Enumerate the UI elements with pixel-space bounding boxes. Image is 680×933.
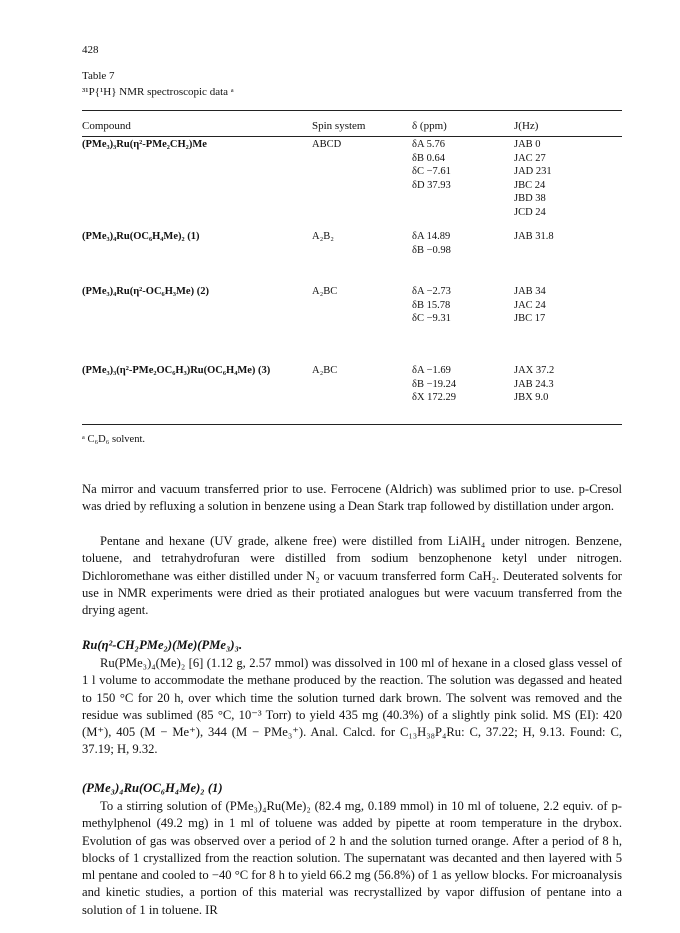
- paragraph-compound-1: To a stirring solution of (PMe₃)₄Ru(Me)₂ (82.4 mg, 0.189 mmol) in 10 ml of toluene, 2.2 equiv. of p-methylphenol (49.2 mg) in 1 ml of toluene was added by pipette at room temperature in the drybox. Evolution of gas was observed over a period of 2 h and the solution turned orange. After a period of 8 h, blocks of 1 crystallized from the reaction solution. The supernatant was decanted and then layered with 5 ml pentane and cooled to −40 °C for 8 h to yield 66.2 mg (56.8%) of 1 as yellow blocks. For microanalysis and kinetic studies, a portion of this material was recrystallized by vapor diffusion of pentane into a solution of 1 in toluene. IR: [82, 799, 622, 917]
- table-label: Table 7: [82, 70, 115, 82]
- row3-spin: A₂BC: [312, 286, 338, 297]
- section-heading-ru-complex: Ru(η²-CH₂PMe₂)(Me)(PMe₃)₃.: [82, 638, 243, 652]
- table-header-rule: [82, 136, 622, 137]
- row4-j: JAX 37.2 JAB 24.3 JBX 9.0: [514, 365, 555, 404]
- table-top-rule: [82, 110, 622, 111]
- section-heading-compound-1: (PMe₃)₄Ru(OC₆H₄Me)₂ (1): [82, 781, 223, 795]
- row1-compound: (PMe₃)₃Ru(η²-PMe₂CH₂)Me: [82, 139, 207, 150]
- header-compound: Compound: [82, 120, 131, 132]
- page-number: 428: [82, 44, 99, 56]
- row3-compound: (PMe₃)₄Ru(η²-OC₆H₃Me) (2): [82, 286, 209, 297]
- row4-delta: δA −1.69 δB −19.24 δX 172.29: [412, 365, 457, 404]
- row3-j: JAB 34 JAC 24 JBC 17: [514, 286, 546, 325]
- row2-delta: δA 14.89 δB −0.98: [412, 231, 451, 256]
- row2-spin: A₂B₂: [312, 231, 334, 242]
- paragraph-reagents: Na mirror and vacuum transferred prior to use. Ferrocene (Aldrich) was sublimed prior to use. p-Cresol was dried by refluxing a solution in benzene using a Dean Stark trap followed by distillation under argon.: [82, 482, 622, 514]
- table-footnote: ᵃ C₆D₆ solvent.: [82, 434, 145, 445]
- table-bottom-rule: [82, 424, 622, 425]
- row1-j: JAB 0 JAC 27 JAD 231 JBC 24 JBD 38 JCD 24: [514, 139, 552, 218]
- paragraph-ru-synthesis: Ru(PMe₃)₄(Me)₂ [6] (1.12 g, 2.57 mmol) was dissolved in 100 ml of hexane in a closed glass vessel of 1 l volume to accommodate the methane produced by the reaction. The solution was degassed and heated to 150 °C for 20 h, over which time the solution turned dark brown. The solvent was removed and the residue was sublimed (85 °C, 10⁻³ Torr) to yield 435 mg (40.3%) of a slightly pink solid. MS (EI): 420 (M⁺), 405 (M − Me⁺), 344 (M − PMe₃⁺). Anal. Calcd. for C₁₃H₃₈P₄Ru: C, 37.22; H, 9.13. Found: C, 37.19; H, 9.32.: [82, 656, 622, 757]
- paragraph-solvents: Pentane and hexane (UV grade, alkene free) were distilled from LiAlH₄ under nitrogen. Benzene, toluene, and tetrahydrofuran were distilled from sodium benzophenone ketyl under nitrogen. Dichloromethane was either distilled under N₂ or vacuum transferred form CaH₂. Deuterated solvents for use in NMR experiments were dried as their protiated analogues but were vacuum transferred from the drying agent.: [82, 534, 622, 618]
- row2-j: JAB 31.8: [514, 231, 554, 242]
- table-caption: ³¹P{¹H} NMR spectroscopic data ᵃ: [82, 86, 234, 98]
- row2-compound: (PMe₃)₄Ru(OC₆H₄Me)₂ (1): [82, 231, 200, 242]
- row3-delta: δA −2.73 δB 15.78 δC −9.31: [412, 286, 451, 325]
- row4-compound: (PMe₃)₃(η²-PMe₂OC₆H₃)Ru(OC₆H₄Me) (3): [82, 365, 271, 376]
- row1-spin: ABCD: [312, 139, 342, 150]
- row4-spin: A₂BC: [312, 365, 338, 376]
- row1-delta: δA 5.76 δB 0.64 δC −7.61 δD 37.93: [412, 139, 451, 191]
- header-j: J(Hz): [514, 120, 539, 132]
- header-spin-system: Spin system: [312, 120, 366, 132]
- header-delta: δ (ppm): [412, 120, 447, 132]
